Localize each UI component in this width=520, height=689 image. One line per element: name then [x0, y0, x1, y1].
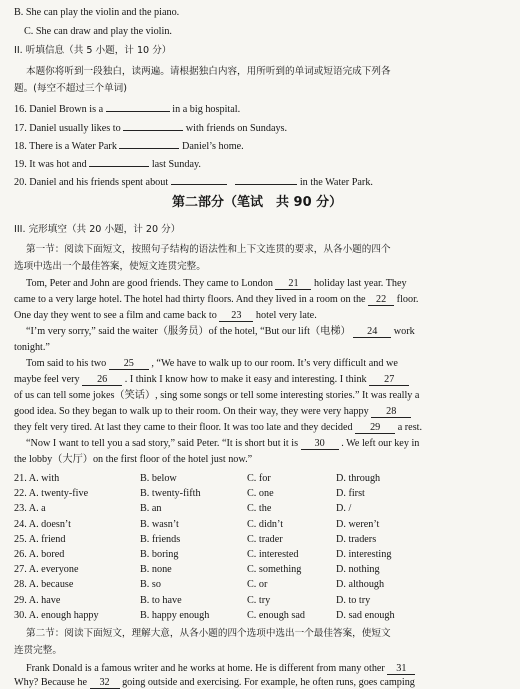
- section-3-instruction-line-2: 选项中选出一个最佳答案，使短文连贯完整。: [14, 261, 206, 272]
- question-20-prefix: 20. Daniel and his friends spent about: [14, 177, 169, 188]
- option-a-23[interactable]: 23. A. a: [14, 503, 46, 515]
- answer-blank-16[interactable]: [106, 100, 170, 112]
- answer-blank-20b[interactable]: [235, 173, 297, 185]
- blank-28[interactable]: 28: [371, 406, 411, 418]
- passage-text: came to a very large hotel. The hotel had thirty floors. And they lived in a room on the: [14, 294, 366, 305]
- passage-text: good idea. So they began to walk up to their room. On their way, they were very happy: [14, 406, 369, 417]
- sub-section-2-instruction-line-2: 连贯完整。: [14, 645, 62, 656]
- section-2-instruction-line-1: 本题你将听到一段独白，读两遍。请根据独白内容，用所听到的单词或短语完成下列各: [26, 66, 391, 77]
- passage-text: “Now I want to tell you a sad story,” said Peter. “It is short but it is: [26, 438, 299, 449]
- option-b-22[interactable]: B. twenty-fifth: [140, 488, 201, 500]
- option-a-26[interactable]: 26. A. bored: [14, 549, 65, 560]
- question-19: [14, 155, 201, 171]
- sub-section-2-instruction-line-1: 第二节：阅读下面短文，理解大意，从各小题的四个选项中选出一个最佳答案，使短文: [26, 628, 391, 639]
- blank-21[interactable]: 21: [275, 278, 311, 290]
- option-b-26[interactable]: B. boring: [140, 549, 179, 560]
- option-c-23[interactable]: C. the: [247, 503, 272, 515]
- blank-32[interactable]: 32: [90, 677, 120, 689]
- option-c-21[interactable]: C. for: [247, 473, 271, 484]
- blank-24[interactable]: 24: [353, 326, 391, 338]
- blank-31[interactable]: 31: [387, 663, 415, 675]
- option-b-text: B. She can play the violin and the piano.: [14, 7, 180, 18]
- option-d-27[interactable]: D. nothing: [336, 564, 380, 576]
- option-a-27[interactable]: 27. A. everyone: [14, 564, 79, 576]
- passage-text: maybe feel very: [14, 374, 80, 385]
- option-c-text: C. She can draw and play the violin.: [24, 26, 172, 37]
- option-d-21[interactable]: D. through: [336, 473, 381, 484]
- passage-text: holiday last year. They: [314, 278, 407, 289]
- question-18: [14, 137, 244, 153]
- answer-blank-17[interactable]: [123, 119, 183, 131]
- section-2-heading: II. 听填信息（共 5 小题，计 10 分）: [14, 45, 172, 56]
- question-17-suffix: with friends on Sundays.: [185, 123, 288, 134]
- passage-text: Tom, Peter and John are good friends. They came to London: [26, 278, 273, 289]
- blank-22[interactable]: 22: [368, 294, 394, 306]
- passage-text: . We left our key in: [341, 438, 420, 449]
- option-b-21[interactable]: B. below: [140, 473, 177, 484]
- passage-line-11: [26, 437, 419, 450]
- passage-text: Tom said to his two: [26, 358, 107, 369]
- passage-line-6: [26, 357, 398, 370]
- passage-text: One day they went to see a film and came back to: [14, 310, 217, 321]
- part-2-title: 第二部分（笔试 共 90 分）: [172, 195, 343, 210]
- passage-line-9: [14, 405, 411, 418]
- passage-text: , “We have to walk up to our room. It’s very difficult and we: [151, 358, 398, 369]
- blank-23[interactable]: 23: [219, 310, 253, 322]
- blank-25[interactable]: 25: [109, 358, 149, 370]
- section-3-heading: III. 完形填空（共 20 小题，计 20 分）: [14, 224, 181, 235]
- option-d-23[interactable]: D. /: [336, 503, 352, 515]
- passage-line-2: [14, 293, 418, 306]
- option-d-24[interactable]: D. weren’t: [336, 518, 380, 530]
- passage-text: floor.: [396, 294, 419, 305]
- passage-text: work: [393, 326, 415, 337]
- passage-line-5: tonight.”: [14, 342, 50, 353]
- question-16-suffix: in a big hospital.: [172, 104, 241, 115]
- passage-line-4: [26, 325, 415, 338]
- option-d-25[interactable]: D. traders: [336, 533, 377, 545]
- option-a-21[interactable]: 21. A. with: [14, 473, 60, 484]
- passage-text: going outside and exercising. For example, he often runs, goes camping: [122, 677, 415, 688]
- question-16-prefix: 16. Daniel Brown is a: [14, 104, 104, 115]
- option-b-29[interactable]: B. to have: [140, 594, 182, 606]
- question-20: [14, 173, 373, 189]
- passage-line-8: of us can tell some jokes（笑话）, sing some songs or tell some interesting stories.” It was really a: [14, 390, 420, 401]
- option-d-29[interactable]: D. to try: [336, 594, 371, 606]
- passage-text: Why? Because he: [14, 677, 87, 688]
- blank-26[interactable]: 26: [82, 374, 122, 386]
- option-a-29[interactable]: 29. A. have: [14, 594, 61, 606]
- question-17: [14, 119, 287, 135]
- option-b-23[interactable]: B. an: [140, 503, 162, 515]
- answer-blank-19[interactable]: [89, 155, 149, 167]
- passage-text: hotel very late.: [255, 310, 317, 321]
- option-c-29[interactable]: C. try: [247, 594, 271, 606]
- answer-blank-20a[interactable]: [171, 173, 227, 185]
- option-c-28[interactable]: C. or: [247, 579, 268, 591]
- option-b-25[interactable]: B. friends: [140, 533, 181, 545]
- passage-line-3: [14, 309, 317, 322]
- section-3-instruction-line-1: 第一节：阅读下面短文，按照句子结构的语法性和上下文连贯的要求，从各小题的四个: [26, 244, 391, 255]
- option-c-27[interactable]: C. something: [247, 564, 302, 576]
- passage-line-12: the lobby（大厅）on the first floor of the hotel just now.”: [14, 454, 253, 465]
- option-a-28[interactable]: 28. A. because: [14, 579, 74, 591]
- option-a-30[interactable]: 30. A. enough happy: [14, 609, 99, 621]
- option-c-25[interactable]: C. trader: [247, 533, 283, 545]
- passage-text: they felt very tired. At last they came to their floor. It was too late and they decided: [14, 422, 353, 433]
- answer-blank-18[interactable]: [119, 137, 179, 149]
- option-c-22[interactable]: C. one: [247, 488, 274, 500]
- blank-29[interactable]: 29: [355, 422, 395, 434]
- option-d-28[interactable]: D. although: [336, 579, 385, 591]
- option-b-30[interactable]: B. happy enough: [140, 609, 210, 621]
- passage-line-7: [14, 373, 409, 386]
- option-c-26[interactable]: C. interested: [247, 549, 299, 560]
- option-d-26[interactable]: D. interesting: [336, 549, 392, 560]
- option-a-22[interactable]: 22. A. twenty-five: [14, 488, 89, 500]
- passage-2-line-1: [26, 662, 415, 675]
- passage-text: a rest.: [397, 422, 423, 433]
- option-d-30[interactable]: D. sad enough: [336, 609, 395, 621]
- section-2-instruction-line-2: 题。(每空不超过三个单词): [14, 83, 128, 94]
- passage-text: Frank Donald is a famous writer and he works at home. He is different from many other: [26, 663, 385, 674]
- question-20-suffix: in the Water Park.: [299, 177, 373, 188]
- option-d-22[interactable]: D. first: [336, 488, 365, 500]
- passage-line-10: [14, 421, 422, 434]
- question-19-prefix: 19. It was hot and: [14, 159, 87, 170]
- question-18-prefix: 18. There is a Water Park: [14, 141, 117, 152]
- passage-text: “I’m very sorry,” said the waiter（服务员）of the hotel, “But our lift（电梯）: [26, 326, 351, 337]
- option-b-28[interactable]: B. so: [140, 579, 161, 591]
- question-17-prefix: 17. Daniel usually likes to: [14, 123, 121, 134]
- passage-text: . I think I know how to make it easy and interesting. I think: [124, 374, 367, 385]
- question-19-suffix: last Sunday.: [151, 159, 201, 170]
- blank-27[interactable]: 27: [369, 374, 409, 386]
- option-a-24[interactable]: 24. A. doesn’t: [14, 518, 71, 530]
- blank-30[interactable]: 30: [301, 438, 339, 450]
- passage-line-1: [26, 277, 407, 290]
- option-b-27[interactable]: B. none: [140, 564, 172, 576]
- option-a-25[interactable]: 25. A. friend: [14, 533, 66, 545]
- option-c-30[interactable]: C. enough sad: [247, 609, 306, 621]
- question-16: [14, 100, 240, 116]
- option-b-24[interactable]: B. wasn’t: [140, 518, 179, 530]
- question-18-suffix: Daniel’s home.: [182, 141, 244, 152]
- option-c-24[interactable]: C. didn’t: [247, 518, 284, 530]
